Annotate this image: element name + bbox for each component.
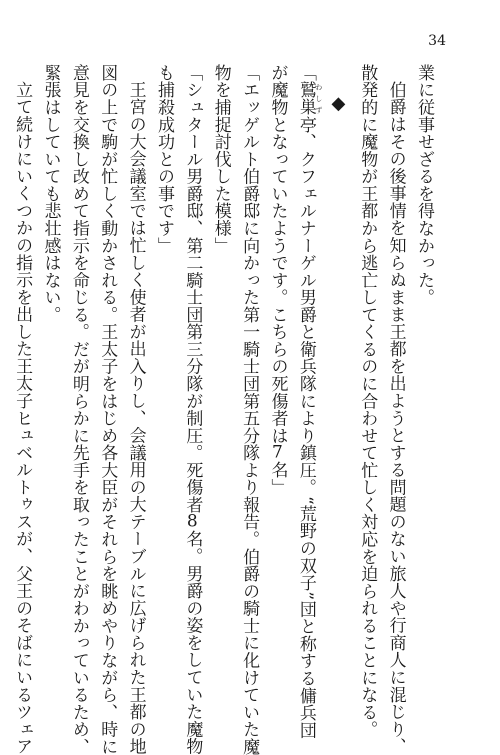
report-3-line-1-text-b: 名。男爵の姿をしていた魔物	[182, 530, 203, 755]
paragraph-3-line-1: 立て続けにいくつかの指示を出した王太子ヒュベルトゥスが、父王のそばにいるツェア	[12, 81, 33, 755]
report-1-quote-open: “	[295, 496, 316, 505]
section-break-diamond-icon: ◆	[327, 92, 349, 115]
report-1-line-2	[263, 64, 291, 669]
section-break-line	[323, 64, 353, 669]
report-1-line-1	[291, 64, 323, 739]
ruby-reading: わしず	[314, 81, 323, 116]
report-1-line-2-text-a: が魔物となっていたようです。こちらの死傷者は	[267, 64, 288, 445]
vertical-text-body	[12, 64, 438, 755]
ruby-base: 鷲巣	[295, 81, 316, 116]
report-1-casualty-count: 7	[272, 444, 283, 462]
paragraph-1-line-2: 伯爵はその後事情を知らぬまま王都を出ようとする問題のない旅人や行商人に混じり、	[385, 81, 406, 755]
ruby-washizu	[295, 81, 323, 116]
paragraph-2-line-4: 緊張はしていても悲壮感はない。	[40, 64, 61, 324]
report-1-quote-close: ”	[295, 591, 316, 601]
report-1-line-2-text-b: 名」	[267, 461, 288, 496]
report-1-text-a: 亭、クフェルナーゲル男爵と衛兵隊により鎮圧。	[295, 115, 316, 497]
paragraph-1-line-3: 散発的に魔物が王都から逃亡してくるのに合わせて忙しく対応を迫られることになる。	[357, 64, 378, 738]
report-2-line-2: 物を捕捉討伐した模様」	[210, 64, 231, 255]
report-3-casualty-count: 8	[186, 513, 198, 531]
report-1-open-bracket: 「	[295, 64, 316, 82]
paragraph-1-line-1: 業に従事せざるを得なかった。	[414, 64, 434, 306]
paragraph-2-line-3: 意見を交換し改めて指示を命じる。だが明らかに先手を取ったことがわかっているため、	[68, 64, 89, 755]
paragraph-2-line-1: 王宮の大会議室では忙しく使者が出入りし、会議用の大テーブルに広げられた王都の地	[125, 81, 146, 755]
page-number: 34	[428, 33, 446, 49]
report-3-line-1	[178, 64, 206, 755]
report-1-quoted-name: 荒野の双子	[295, 505, 316, 592]
report-3-line-1-text-a: 「シュタール男爵邸、第二騎士団第三分隊が制圧。死傷者	[182, 64, 203, 514]
report-1-text-b: 団と称する傭兵団	[295, 600, 316, 739]
paragraph-2-line-2: 図の上で駒が忙しく動かされる。王太子をはじめ各大臣がそれらを眺めやりながら、時に	[97, 64, 118, 755]
report-2-line-1: 「エッゲルト伯爵邸に向かった第一騎士団第五分隊より報告。伯爵の騎士に化けていた魔	[239, 64, 260, 755]
report-3-line-2: も捕殺成功との事です」	[153, 64, 174, 255]
